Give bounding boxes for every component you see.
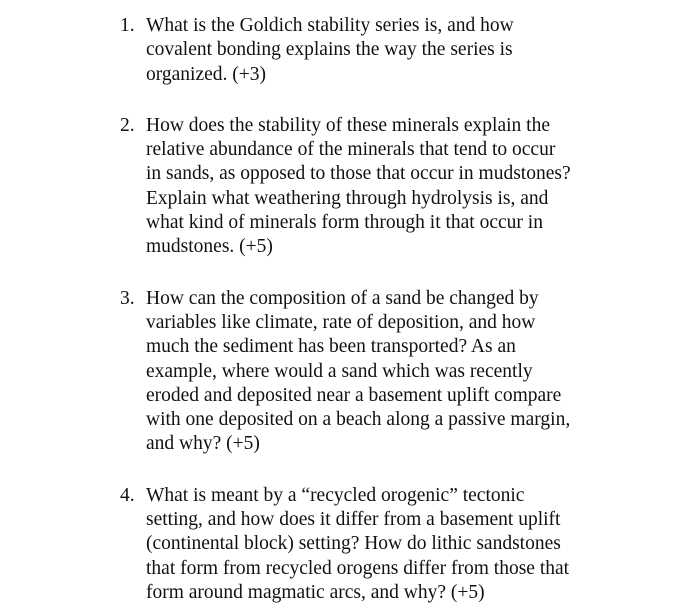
question-text-line: Explain what weathering through hydrolysis is, and — [146, 187, 549, 209]
question-number: 2. — [120, 114, 135, 136]
question-2 — [120, 114, 680, 260]
question-text-line: How does the stability of these minerals explain the — [146, 114, 550, 136]
question-text-line: and why? (+5) — [146, 433, 260, 455]
question-text-line: in sands, as opposed to those that occur in mudstones? — [146, 163, 571, 185]
question-text-line: How can the composition of a sand be changed by — [146, 287, 539, 309]
question-text-line: What is the Goldich stability series is, and how — [146, 15, 514, 36]
question-text-line: example, where would a sand which was recently — [146, 360, 533, 382]
question-text-line: setting, and how does it differ from a basement uplift — [146, 509, 561, 531]
question-1 — [120, 14, 680, 87]
question-text-line: eroded and deposited near a basement uplift compare — [146, 384, 562, 406]
question-text-line: covalent bonding explains the way the series is — [146, 39, 513, 61]
question-text-line: with one deposited on a beach along a passive margin, — [146, 409, 571, 431]
question-text-line: mudstones. (+5) — [146, 236, 273, 258]
question-4 — [120, 484, 680, 605]
question-list — [120, 14, 680, 605]
question-text-line: (continental block) setting? How do lithic sandstones — [146, 533, 561, 555]
question-3 — [120, 287, 680, 457]
question-text-line: much the sediment has been transported? As an — [146, 336, 516, 358]
question-text-line: form around magmatic arcs, and why? (+5) — [146, 581, 485, 603]
question-text-line: relative abundance of the minerals that tend to occur — [146, 139, 556, 161]
question-text-line: what kind of minerals form through it that occur in — [146, 212, 543, 234]
question-number: 3. — [120, 287, 135, 309]
question-text-line: What is meant by a “recycled orogenic” tectonic — [146, 484, 525, 506]
question-number: 1. — [120, 15, 135, 36]
question-text-line: that form from recycled orogens differ from those that — [146, 557, 570, 579]
question-text-line: organized. (+3) — [146, 63, 267, 85]
question-number: 4. — [120, 484, 135, 506]
question-text-line: variables like climate, rate of deposition, and how — [146, 311, 536, 333]
